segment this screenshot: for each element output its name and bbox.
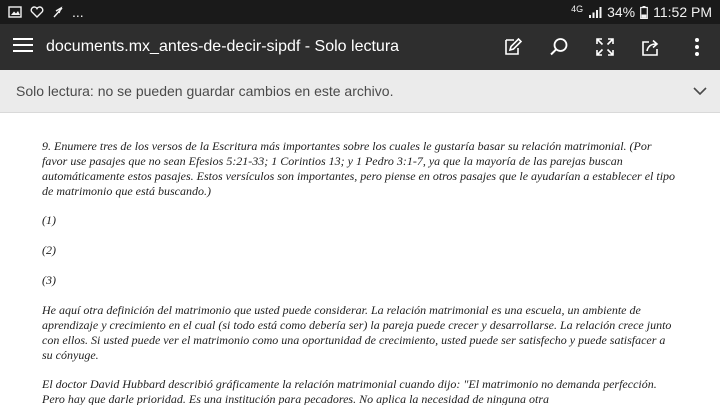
read-only-message: Solo lectura: no se pueden guardar cambios en este archivo.: [16, 83, 394, 99]
answer-item-2: (2): [42, 243, 56, 257]
share-button[interactable]: [628, 24, 674, 70]
quote-paragraph: El doctor David Hubbard describió gráficamente la relación matrimonial cuando dijo: "El matrimonio no demanda perfección. Pero hay que darle prioridad. Es una institución para pecadores. No aplica la necesidad de ninguna otra: [42, 377, 657, 405]
app-bar: [0, 24, 720, 70]
fullscreen-button[interactable]: [582, 24, 628, 70]
menu-button[interactable]: [0, 24, 46, 70]
edit-icon: [503, 37, 523, 57]
answer-item-3: (3): [42, 273, 56, 287]
more-icon: [694, 37, 700, 57]
document-page[interactable]: [0, 113, 720, 405]
image-notification-icon: [8, 6, 22, 18]
read-only-banner: [0, 70, 720, 113]
menu-icon: [13, 38, 33, 57]
status-notifications: [0, 4, 84, 20]
more-notifications: ...: [72, 4, 84, 20]
quill-icon: [52, 6, 64, 18]
answer-item-1: (1): [42, 213, 56, 227]
document-title: documents.mx_antes-de-decir-sipdf - Solo lectura: [46, 38, 400, 55]
clock: 11:52 PM: [653, 4, 712, 20]
status-bar: [0, 0, 720, 24]
question-paragraph: 9. Enumere tres de los versos de la Escritura más importantes sobre los cuales le gustaría basar su relación matrimonial. (Por favor use pasajes que no sean Efesios 5:21-33; 1 Corintios 13; y 1 Pedro 3:1-7, ya que la mayoría de las parejas buscan automáticamente estos pasajes. Estos versículos son importantes, pero piense en otros pasajes que le ayudarían a establecer el tipo de matrimonio que está buscando.): [42, 139, 676, 198]
expand-banner-button[interactable]: [680, 70, 720, 112]
status-system: [571, 4, 720, 20]
share-icon: [641, 37, 661, 57]
network-type: 4G: [571, 3, 584, 14]
battery-level: 34%: [607, 4, 636, 20]
definition-paragraph: He aquí otra definición del matrimonio que usted puede considerar. La relación matrimonial es una escuela, un ambiente de aprendizaje y crecimiento en el cual (si todo está como debería ser) la pareja puede crecer y desarrollarse. La relación crece junto con ellos. Si usted puede ver el matrimonio como una oportunidad de crecimiento, usted puede ser satisfecho y puede satisfacer a su cónyuge.: [42, 303, 672, 362]
search-button[interactable]: [536, 24, 582, 70]
fullscreen-icon: [595, 37, 615, 57]
more-options-button[interactable]: [674, 24, 720, 70]
battery-icon: [640, 6, 648, 19]
signal-icon: [588, 6, 602, 18]
chevron-down-icon: [693, 82, 707, 100]
search-icon: [549, 37, 569, 57]
document-body: [42, 139, 678, 405]
heart-icon: [30, 6, 44, 18]
edit-button[interactable]: [490, 24, 536, 70]
